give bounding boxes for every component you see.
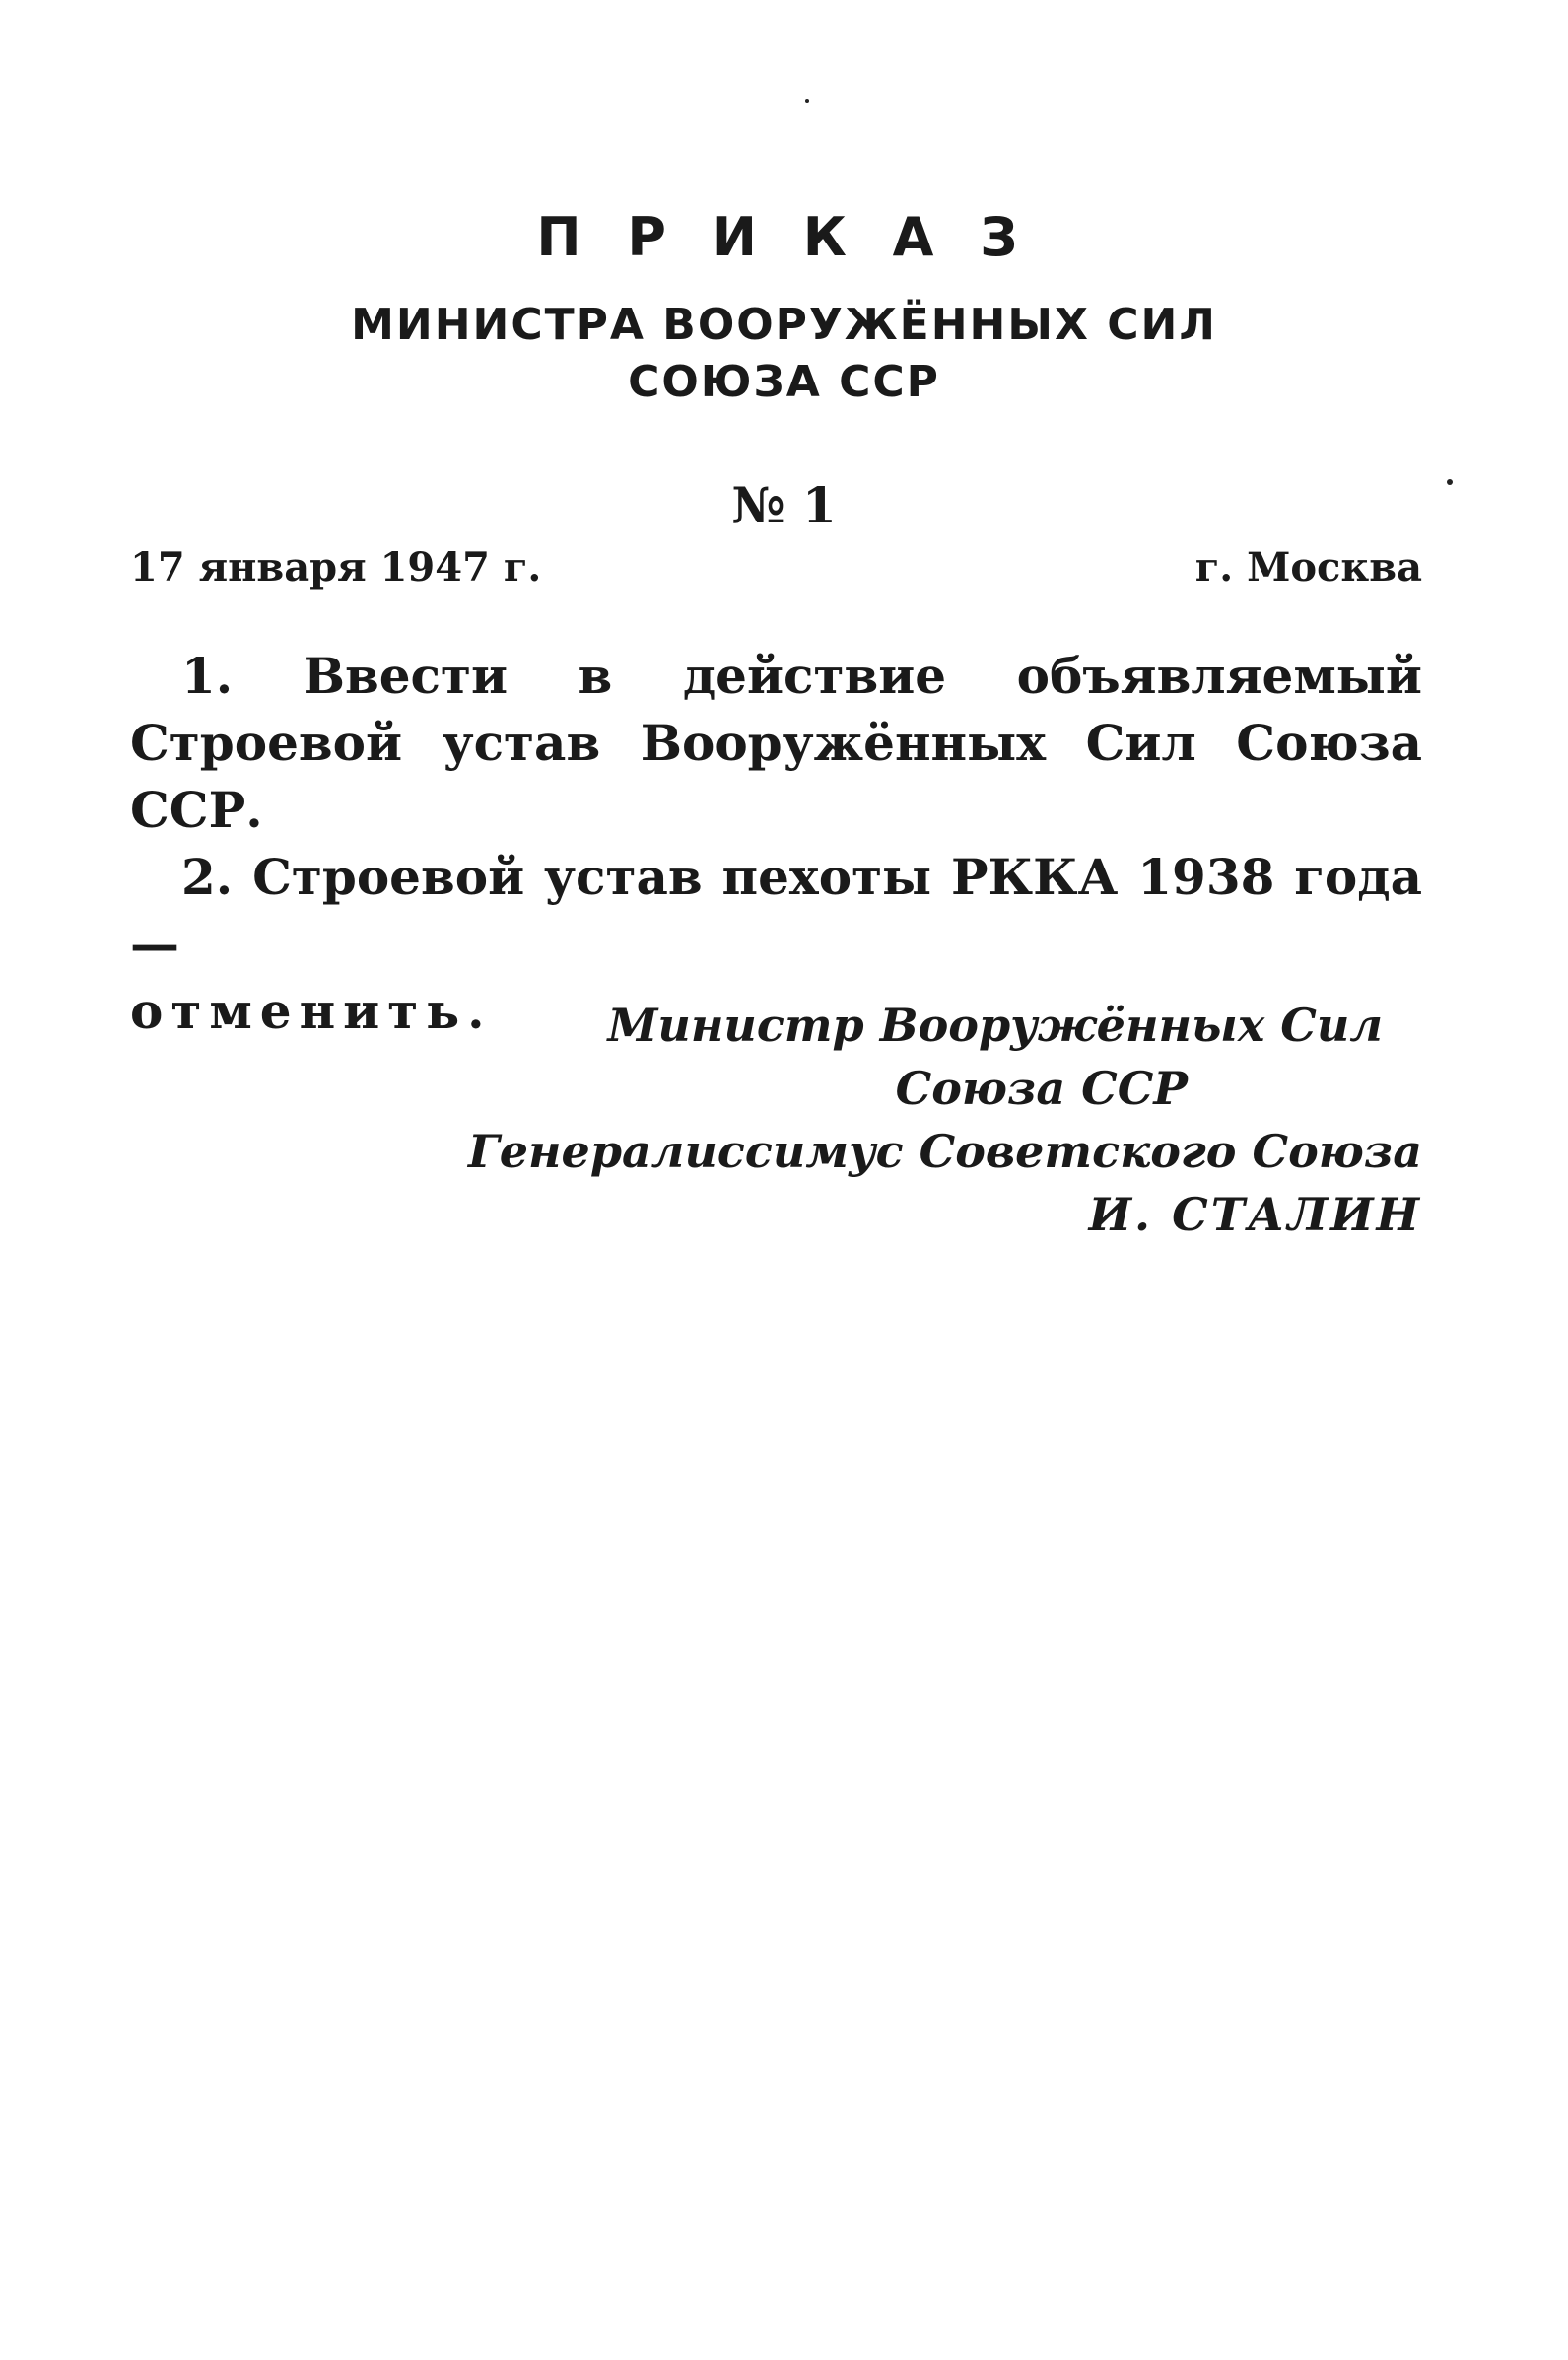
order-place: г. Москва [1194,544,1422,590]
signature-block [437,994,1422,1246]
order-number: № 1 [731,476,837,534]
signature-rank: Генералиссимус Советского Союза [468,1125,1422,1178]
order-item-2-spaced: отменить. [130,982,493,1040]
order-item-2-text: 2. Строевой устав пехоты РККА 1938 года — [130,848,1422,973]
order-item-2 [130,844,1422,978]
document-title: П Р И К А З [536,206,1032,268]
document-subtitle-line1: МИНИСТРА ВООРУЖЁННЫХ СИЛ [351,300,1217,350]
signature-position: Министр Вооружённых Сил [607,999,1383,1052]
order-date: 17 января 1947 г. [130,544,542,590]
signature-name: И. СТАЛИН [1088,1188,1422,1241]
order-item-1: 1. Ввести в действие объявляемый Строевой устав Вооружённых Сил Союза ССР. [130,647,1422,839]
signature-position-cont: Союза ССР [895,1062,1188,1115]
print-speck [805,99,809,103]
order-body [130,643,1422,1045]
document-subtitle-line2: СОЮЗА ССР [628,357,940,407]
